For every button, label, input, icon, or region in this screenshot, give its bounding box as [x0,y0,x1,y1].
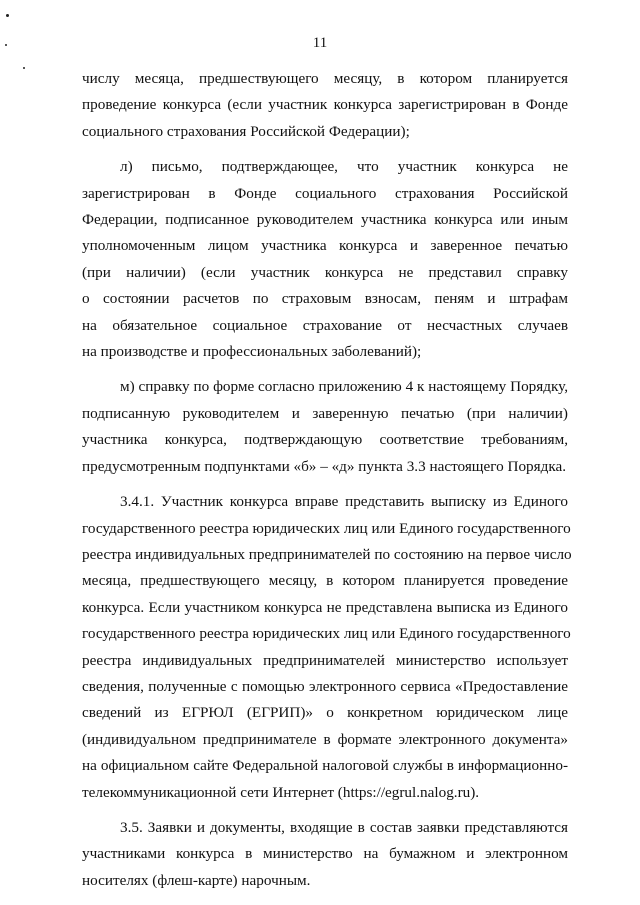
text-line: предусмотренным подпунктами «б» – «д» пункта 3.3 настоящего Порядка. [82,457,567,475]
text-line: (при наличии) (если участник конкурса не представил справку [82,263,568,281]
text-line: государственного реестра юридических лиц или Единого государственного [82,519,571,537]
text-line: зарегистрирован в Фонде социального страхования Российской [82,184,568,202]
text-line: конкурса. Если участником конкурса не представлена выписка из Единого [82,598,568,616]
text-line: числу месяца, предшествующего месяцу, в котором планируется [82,70,568,87]
text-line: на обязательное социальное страхование от несчастных случаев [82,316,568,334]
text-line: на официальном сайте Федеральной налоговой службы в информационно- [82,757,568,775]
paragraph-m [82,374,568,480]
text-line: м) справку по форме согласно приложению 4 к настоящему Порядку, [120,378,568,396]
text-line: 3.4.1. Участник конкурса вправе представить выписку из Единого [120,493,568,511]
paragraph-3-4-1 [82,489,572,806]
text-line: участниками конкурса в министерство на бумажном и электронном [82,845,568,863]
text-line: сведений из ЕГРЮЛ (ЕГРИП)» о конкретном юридическом лице [82,704,568,722]
text-line: месяца, предшествующего месяцу, в котором планируется проведение [82,572,568,590]
paragraph-3-5 [82,815,568,894]
scan-speck [23,67,25,69]
scan-speck [6,14,9,17]
text-line: носителях (флеш-карте) нарочным. [82,871,311,889]
text-line: Федерации, подписанное руководителем участника конкурса или иным [82,211,568,229]
document-body [82,66,572,894]
page-number: 11 [312,35,328,51]
text-line: реестра индивидуальных предпринимателей по состоянию на первое число [82,545,572,563]
text-line: на производстве и профессиональных заболеваний); [82,343,422,361]
text-line: о состоянии расчетов по страховым взносам, пеням и штрафам [82,290,568,308]
text-line: сведения, полученные с помощью электронного сервиса «Предоставление [82,677,568,695]
text-line: государственного реестра юридических лиц или Единого государственного [82,625,571,643]
text-line: социального страхования Российской Федерации); [82,122,410,140]
text-line: проведение конкурса (если участник конкурса зарегистрирован в Фонде [82,96,568,114]
text-line: подписанную руководителем и заверенную печатью (при наличии) [82,404,568,422]
paragraph-k-continuation [82,66,568,145]
text-line: л) письмо, подтверждающее, что участник конкурса не [120,158,568,176]
text-line: участника конкурса, подтверждающую соответствие требованиям, [82,431,568,449]
paragraph-l [82,154,568,365]
text-line: уполномоченным лицом участника конкурса и заверенное печатью [82,237,568,255]
text-line: (индивидуальном предпринимателе в формате электронного документа» [82,730,568,748]
text-line: телекоммуникационной сети Интернет (https://egrul.nalog.ru). [82,783,480,801]
text-line: реестра индивидуальных предпринимателей министерство использует [82,651,568,669]
text-line: 3.5. Заявки и документы, входящие в состав заявки представляются [120,818,568,836]
